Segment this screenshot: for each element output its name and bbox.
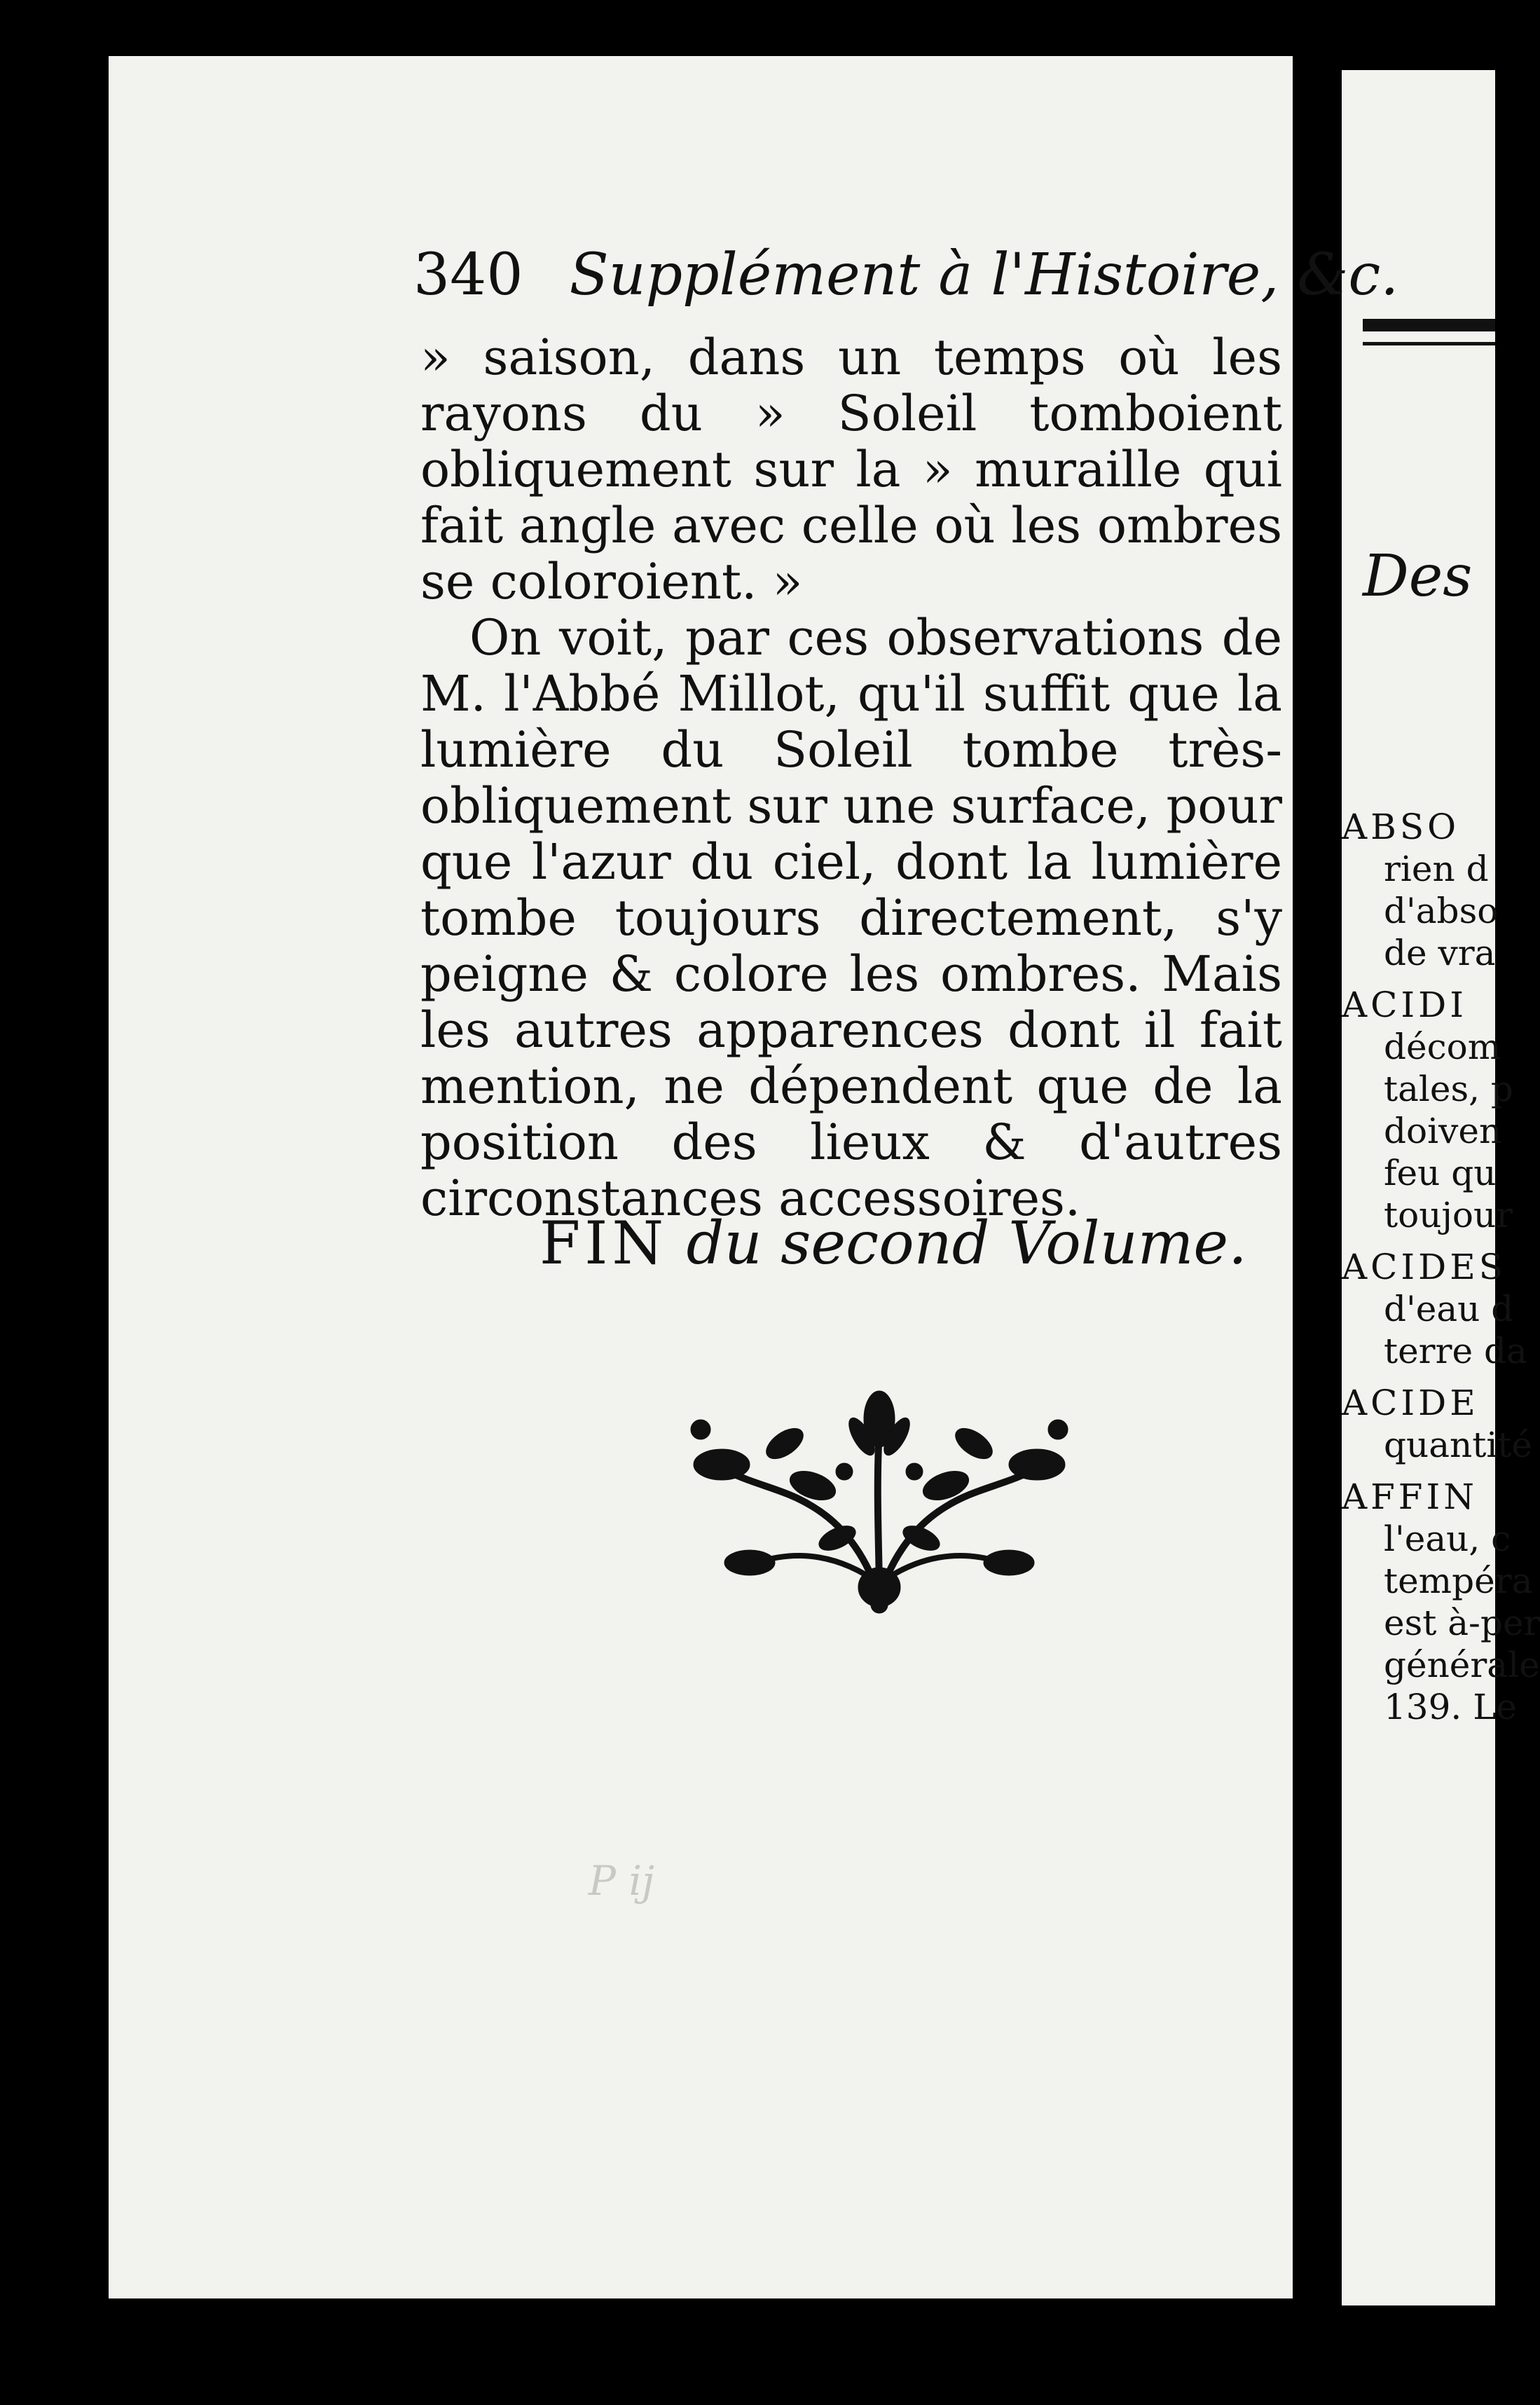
index-entry-head: ACIDI xyxy=(1342,985,1467,1025)
fin-rest: du second Volume. xyxy=(667,1209,1247,1277)
index-entry-line: d'eau d xyxy=(1384,1289,1514,1329)
index-entry-line: tempéra xyxy=(1384,1561,1533,1601)
index-entry-line: de vra xyxy=(1384,933,1496,973)
index-entry-line: rien d xyxy=(1384,849,1489,889)
index-entry-line: est à-per xyxy=(1384,1603,1540,1643)
fin-line xyxy=(539,1209,1247,1277)
entry-gap xyxy=(1342,1236,1524,1246)
entry-gap xyxy=(1342,1372,1524,1382)
page-number: 340 xyxy=(413,242,523,308)
header-rule xyxy=(1363,319,1495,331)
index-entry-line: 139. Le xyxy=(1384,1687,1518,1727)
body-text xyxy=(420,329,1282,1226)
index-entry-line: tales, p xyxy=(1384,1069,1513,1109)
bleed-through-signature: P ij xyxy=(589,1857,654,1905)
floral-tailpiece-icon xyxy=(673,1388,1086,1612)
index-entry-line: doiven xyxy=(1384,1111,1502,1151)
paragraph-observations: On voit, par ces observations de M. l'Abbé Millot, qu'il suffit que la lumière du Soleil tombe très-obliquement sur une surface, pour que l'azur du ciel, dont la lumière tombe toujours directement, s'y peigne & colore les ombres. Mais les autres apparences dont il fait mention, ne dépendent que de la position des lieux & d'autres circonstances accessoires. xyxy=(420,609,1282,1227)
index-entry-line: quantité xyxy=(1384,1425,1532,1465)
index-entry-line: toujour xyxy=(1384,1195,1513,1235)
index-entry-line: générale xyxy=(1384,1645,1540,1685)
index-entry-head: ACIDES xyxy=(1342,1247,1506,1287)
index-entry-line: d'abso xyxy=(1384,891,1499,931)
index-entry-head: ACIDE xyxy=(1342,1383,1479,1423)
running-title: Supplément à l'Histoire, &c. xyxy=(569,242,1399,308)
header-rule-thin xyxy=(1363,342,1495,345)
index-entry-line: feu qu xyxy=(1384,1153,1497,1193)
page-header xyxy=(413,242,1399,308)
index-entries xyxy=(1342,806,1540,1728)
entry-gap xyxy=(1342,974,1524,984)
right-page-title: Des xyxy=(1363,543,1473,610)
entry-gap xyxy=(1342,1466,1524,1476)
index-entry-line: l'eau, c xyxy=(1384,1519,1511,1559)
index-entry-head: ABSO xyxy=(1342,807,1460,847)
index-entry-line: terre da xyxy=(1384,1331,1527,1371)
paragraph-quote-end: » saison, dans un temps où les rayons du » Soleil tomboient obliquement sur la » muraille qui fait angle avec celle où les ombres se coloroient. » xyxy=(420,329,1282,610)
fin-caps: FIN xyxy=(539,1209,668,1277)
index-entry-head: AFFIN xyxy=(1342,1476,1478,1517)
index-entry-line: décom xyxy=(1384,1027,1501,1067)
